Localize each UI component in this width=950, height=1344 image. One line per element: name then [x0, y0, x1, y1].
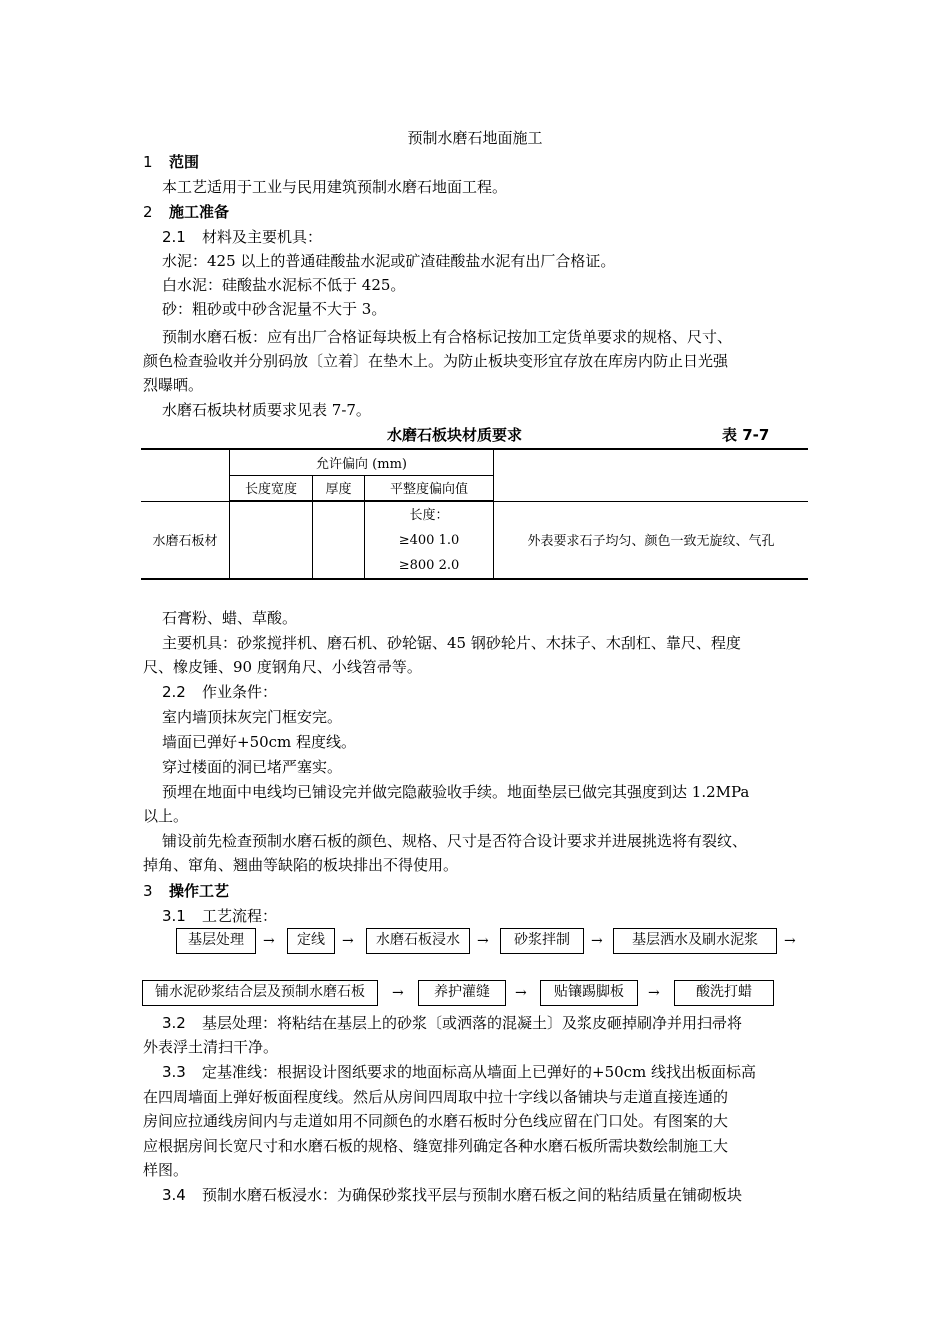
doc-title: 预制水磨石地面施工 — [407, 129, 543, 147]
para-terrazzo-2: 颜色检查验收并分别码放〔立着〕在垫木上。为防止板块变形宜存放在库房内防止日光强 — [143, 352, 729, 370]
table-row — [141, 501, 808, 579]
cell-flatness — [365, 501, 494, 579]
para-3-3a: 3.3 定基准线：根据设计图纸要求的地面标高从墙面上已弹好的+50cm 线找出板面标高 — [162, 1063, 757, 1081]
header-thickness: 厚度 — [313, 475, 365, 501]
flatness-label: 长度： — [409, 507, 449, 523]
flow-step-skirting: 贴镶踢脚板 — [540, 980, 638, 1006]
cond-1: 室内墙顶抹灰完门框安完。 — [162, 708, 343, 726]
section-2-heading: 2 施工准备 — [143, 203, 230, 221]
subsection-2-2: 2.2 作业条件： — [162, 683, 278, 701]
flow-arrow: → — [515, 985, 527, 1001]
header-allowed-deviation: 允许偏向 (mm) — [230, 449, 494, 475]
header-appearance — [494, 449, 809, 501]
flatness-800: ≥800 2.0 — [398, 557, 460, 573]
material-requirements-table — [141, 448, 808, 580]
flatness-400: ≥400 1.0 — [398, 532, 460, 548]
para-tools-1: 主要机具：砂浆搅拌机、磨石机、砂轮锯、45 钢砂轮片、木抹子、木刮杠、靠尺、程度 — [162, 634, 741, 652]
para-3-2b: 外表浮土清扫干净。 — [143, 1038, 279, 1056]
flow-arrow: → — [591, 933, 603, 949]
flow-arrow: → — [392, 985, 404, 1001]
header-flatness: 平整度偏向值 — [365, 475, 494, 501]
para-cement: 水泥：425 以上的普通硅酸盐水泥或矿渣硅酸盐水泥有出厂合格证。 — [162, 252, 616, 270]
para-3-4a: 3.4 预制水磨石板浸水：为确保砂浆找平层与预制水磨石板之间的粘结质量在铺砌板块 — [162, 1186, 743, 1204]
table-caption: 水磨石板块材质要求 — [387, 426, 523, 444]
cond-5a: 铺设前先检查预制水磨石板的颜色、规格、尺寸是否符合设计要求并进展挑选将有裂纹、 — [162, 832, 748, 850]
flow-step-base-treatment: 基层处理 — [176, 928, 256, 954]
para-table-ref: 水磨石板块材质要求见表 7-7。 — [162, 401, 371, 419]
flow-arrow: → — [784, 933, 796, 949]
cond-3: 穿过楼面的洞已堵严塞实。 — [162, 758, 343, 776]
header-length-width: 长度宽度 — [230, 475, 313, 501]
flow-step-mortar-mixing: 砂浆拌制 — [500, 928, 584, 954]
para-terrazzo-3: 烈曝晒。 — [143, 376, 204, 394]
table-number: 表 7-7 — [722, 426, 770, 444]
flow-arrow: → — [263, 933, 275, 949]
flow-arrow: → — [477, 933, 489, 949]
para-tools-2: 尺、橡皮锤、90 度钢角尺、小线笤帚等。 — [143, 658, 422, 676]
para-terrazzo-1: 预制水磨石板：应有出厂合格证每块板上有合格标记按加工定货单要求的规格、尺寸、 — [162, 328, 733, 346]
cell-appearance: 外表要求石子均匀、颜色一致无旋纹、气孔 — [494, 501, 809, 579]
cond-4b: 以上。 — [143, 807, 189, 825]
para-sand: 砂：粗砂或中砂含泥量不大于 3。 — [162, 300, 387, 318]
cond-5b: 掉角、窜角、翘曲等缺陷的板块排出不得使用。 — [143, 856, 459, 874]
para-gypsum: 石膏粉、蜡、草酸。 — [162, 609, 298, 627]
section-3-heading: 3 操作工艺 — [143, 882, 230, 900]
para-3-3d: 应根据房间长宽尺寸和水磨石板的规格、缝宽排列确定各种水磨石板所需块数绘制施工大 — [143, 1137, 729, 1155]
cond-2: 墙面已弹好+50cm 程度线。 — [162, 733, 357, 751]
flow-step-soak-slabs: 水磨石板浸水 — [366, 928, 470, 954]
table-header-row — [141, 449, 808, 475]
para-white-cement: 白水泥：硅酸盐水泥标不低于 425。 — [162, 276, 406, 294]
flow-arrow: → — [342, 933, 354, 949]
flow-step-lay-slabs: 铺水泥砂浆结合层及预制水磨石板 — [142, 980, 378, 1006]
cell-length-width — [230, 501, 313, 579]
cell-thickness — [313, 501, 365, 579]
subsection-2-1: 2.1 材料及主要机具： — [162, 228, 323, 246]
flow-step-acid-wax: 酸洗打蜡 — [674, 980, 774, 1006]
cell-material-name: 水磨石板材 — [141, 501, 230, 579]
para-3-3b: 在四周墙面上弹好板面程度线。然后从房间四周取中拉十字线以备铺块与走道直接连通的 — [143, 1088, 729, 1106]
flow-step-water-cement-slurry: 基层洒水及刷水泥浆 — [613, 928, 777, 954]
flow-step-curing-grouting: 养护灌缝 — [418, 980, 506, 1006]
section-1-text: 本工艺适用于工业与民用建筑预制水磨石地面工程。 — [162, 178, 508, 196]
cond-4a: 预埋在地面中电线均已铺设完并做完隐蔽验收手续。地面垫层已做完其强度到达 1.2MPa — [162, 783, 750, 801]
para-3-3e: 样图。 — [143, 1161, 189, 1179]
para-3-3c: 房间应拉通线房间内与走道如用不同颜色的水磨石板时分色线应留在门口处。有图案的大 — [143, 1112, 729, 1130]
table-corner-cell — [141, 449, 230, 501]
section-1-heading: 1 范围 — [143, 153, 200, 171]
flow-arrow: → — [648, 985, 660, 1001]
flow-step-line-setting: 定线 — [287, 928, 335, 954]
para-3-2a: 3.2 基层处理：将粘结在基层上的砂浆〔或洒落的混凝土〕及浆皮砸掉刷净并用扫帚将 — [162, 1014, 743, 1032]
subsection-3-1: 3.1 工艺流程： — [162, 907, 278, 925]
